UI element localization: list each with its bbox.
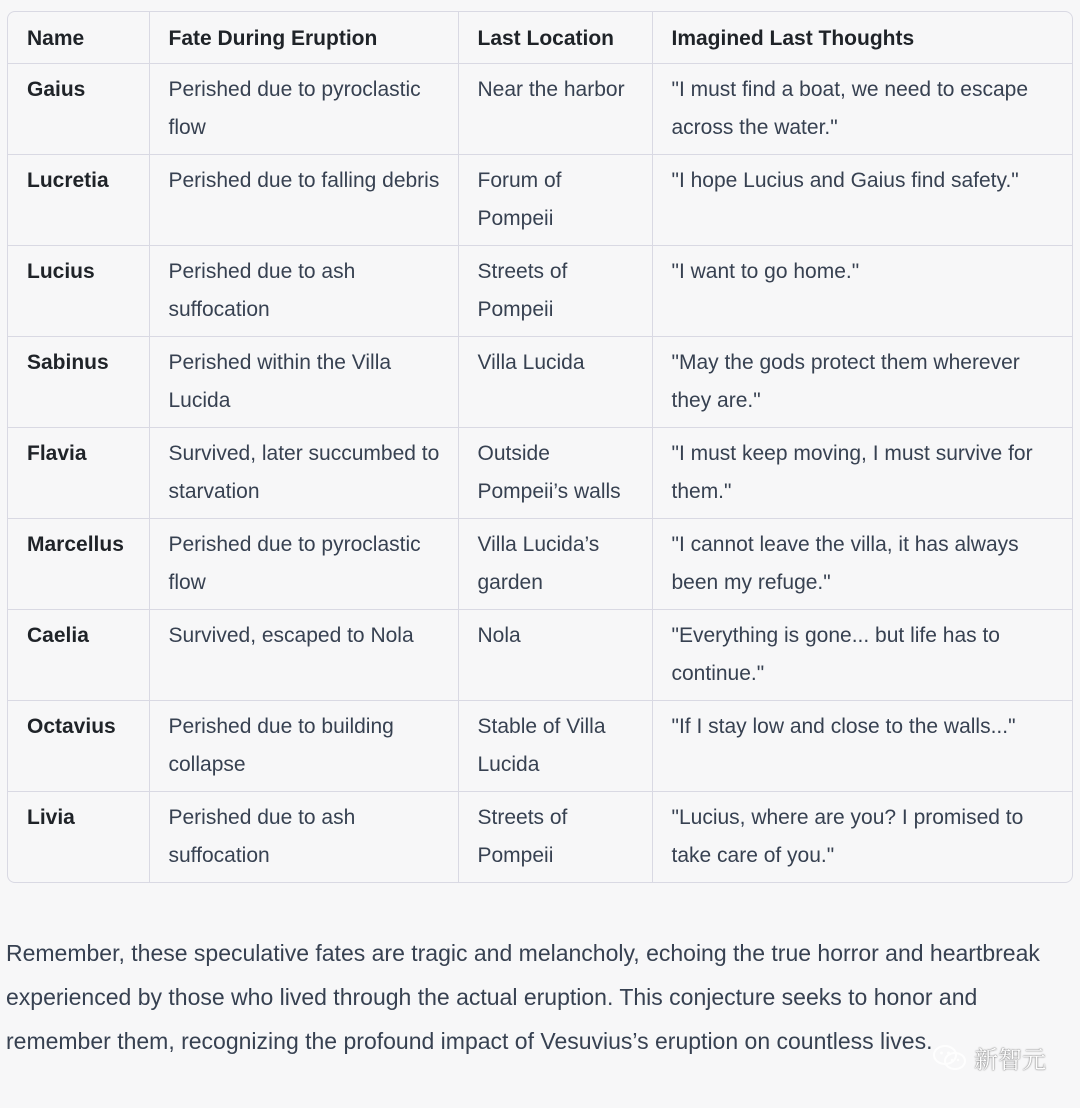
- header-location: Last Location: [458, 12, 652, 63]
- cell-location: Villa Lucida’s garden: [458, 518, 652, 609]
- table-row: [8, 63, 1072, 154]
- cell-thoughts: "I must keep moving, I must survive for them.": [652, 427, 1072, 518]
- characters-table-container: [7, 11, 1073, 883]
- table-row: [8, 336, 1072, 427]
- cell-name: Lucretia: [8, 154, 149, 245]
- cell-location: Near the harbor: [458, 63, 652, 154]
- table-row: [8, 518, 1072, 609]
- cell-fate: Perished due to ash suffocation: [149, 245, 458, 336]
- cell-fate: Perished due to building collapse: [149, 700, 458, 791]
- characters-table: [8, 12, 1072, 882]
- cell-name: Octavius: [8, 700, 149, 791]
- cell-location: Streets of Pompeii: [458, 791, 652, 882]
- cell-name: Gaius: [8, 63, 149, 154]
- cell-thoughts: "Everything is gone... but life has to continue.": [652, 609, 1072, 700]
- watermark-text: 新智元: [974, 1046, 1046, 1074]
- cell-location: Streets of Pompeii: [458, 245, 652, 336]
- cell-thoughts: "May the gods protect them wherever they are.": [652, 336, 1072, 427]
- table-row: [8, 427, 1072, 518]
- cell-name: Marcellus: [8, 518, 149, 609]
- cell-thoughts: "I cannot leave the villa, it has always been my refuge.": [652, 518, 1072, 609]
- wechat-icon: [932, 1043, 968, 1073]
- table-row: [8, 791, 1072, 882]
- table-row: [8, 245, 1072, 336]
- cell-thoughts: "I hope Lucius and Gaius find safety.": [652, 154, 1072, 245]
- cell-thoughts: "Lucius, where are you? I promised to take care of you.": [671, 805, 1024, 867]
- cell-thoughts: "If I stay low and close to the walls...": [652, 700, 1072, 791]
- cell-name: Sabinus: [8, 336, 149, 427]
- cell-thoughts: "I want to go home.": [652, 245, 1072, 336]
- cell-fate: Survived, escaped to Nola: [149, 609, 458, 700]
- cell-fate: Perished within the Villa Lucida: [149, 336, 458, 427]
- cell-name: Flavia: [8, 427, 149, 518]
- closing-paragraph: Remember, these speculative fates are tragic and melancholy, echoing the true horror and heartbreak experienced by those who lived through the actual eruption. This conjecture seeks to honor and remember them, recognizing the profound impact of Vesuvius’s eruption on countless lives.: [6, 940, 1040, 1054]
- header-thoughts: Imagined Last Thoughts: [652, 12, 1072, 63]
- cell-location: Villa Lucida: [458, 336, 652, 427]
- cell-location: Outside Pompeii’s walls: [458, 427, 652, 518]
- table-row: [8, 700, 1072, 791]
- cell-fate: Perished due to falling debris: [149, 154, 458, 245]
- cell-name: Livia: [8, 791, 149, 882]
- table-header-row: [8, 12, 1072, 63]
- header-fate: Fate During Eruption: [149, 12, 458, 63]
- cell-fate: Survived, later succumbed to starvation: [149, 427, 458, 518]
- watermark: [932, 1040, 1046, 1075]
- cell-location: Stable of Villa Lucida: [458, 700, 652, 791]
- cell-fate: Perished due to ash suffocation: [149, 791, 458, 882]
- table-row: [8, 154, 1072, 245]
- cell-thoughts: "I must find a boat, we need to escape across the water.": [652, 63, 1072, 154]
- cell-name: Lucius: [8, 245, 149, 336]
- cell-location: Nola: [458, 609, 652, 700]
- header-name: Name: [8, 12, 149, 63]
- cell-name: Caelia: [8, 609, 149, 700]
- cell-location: Forum of Pompeii: [458, 154, 652, 245]
- table-row: [8, 609, 1072, 700]
- cell-fate: Perished due to pyroclastic flow: [149, 63, 458, 154]
- cell-fate: Perished due to pyroclastic flow: [149, 518, 458, 609]
